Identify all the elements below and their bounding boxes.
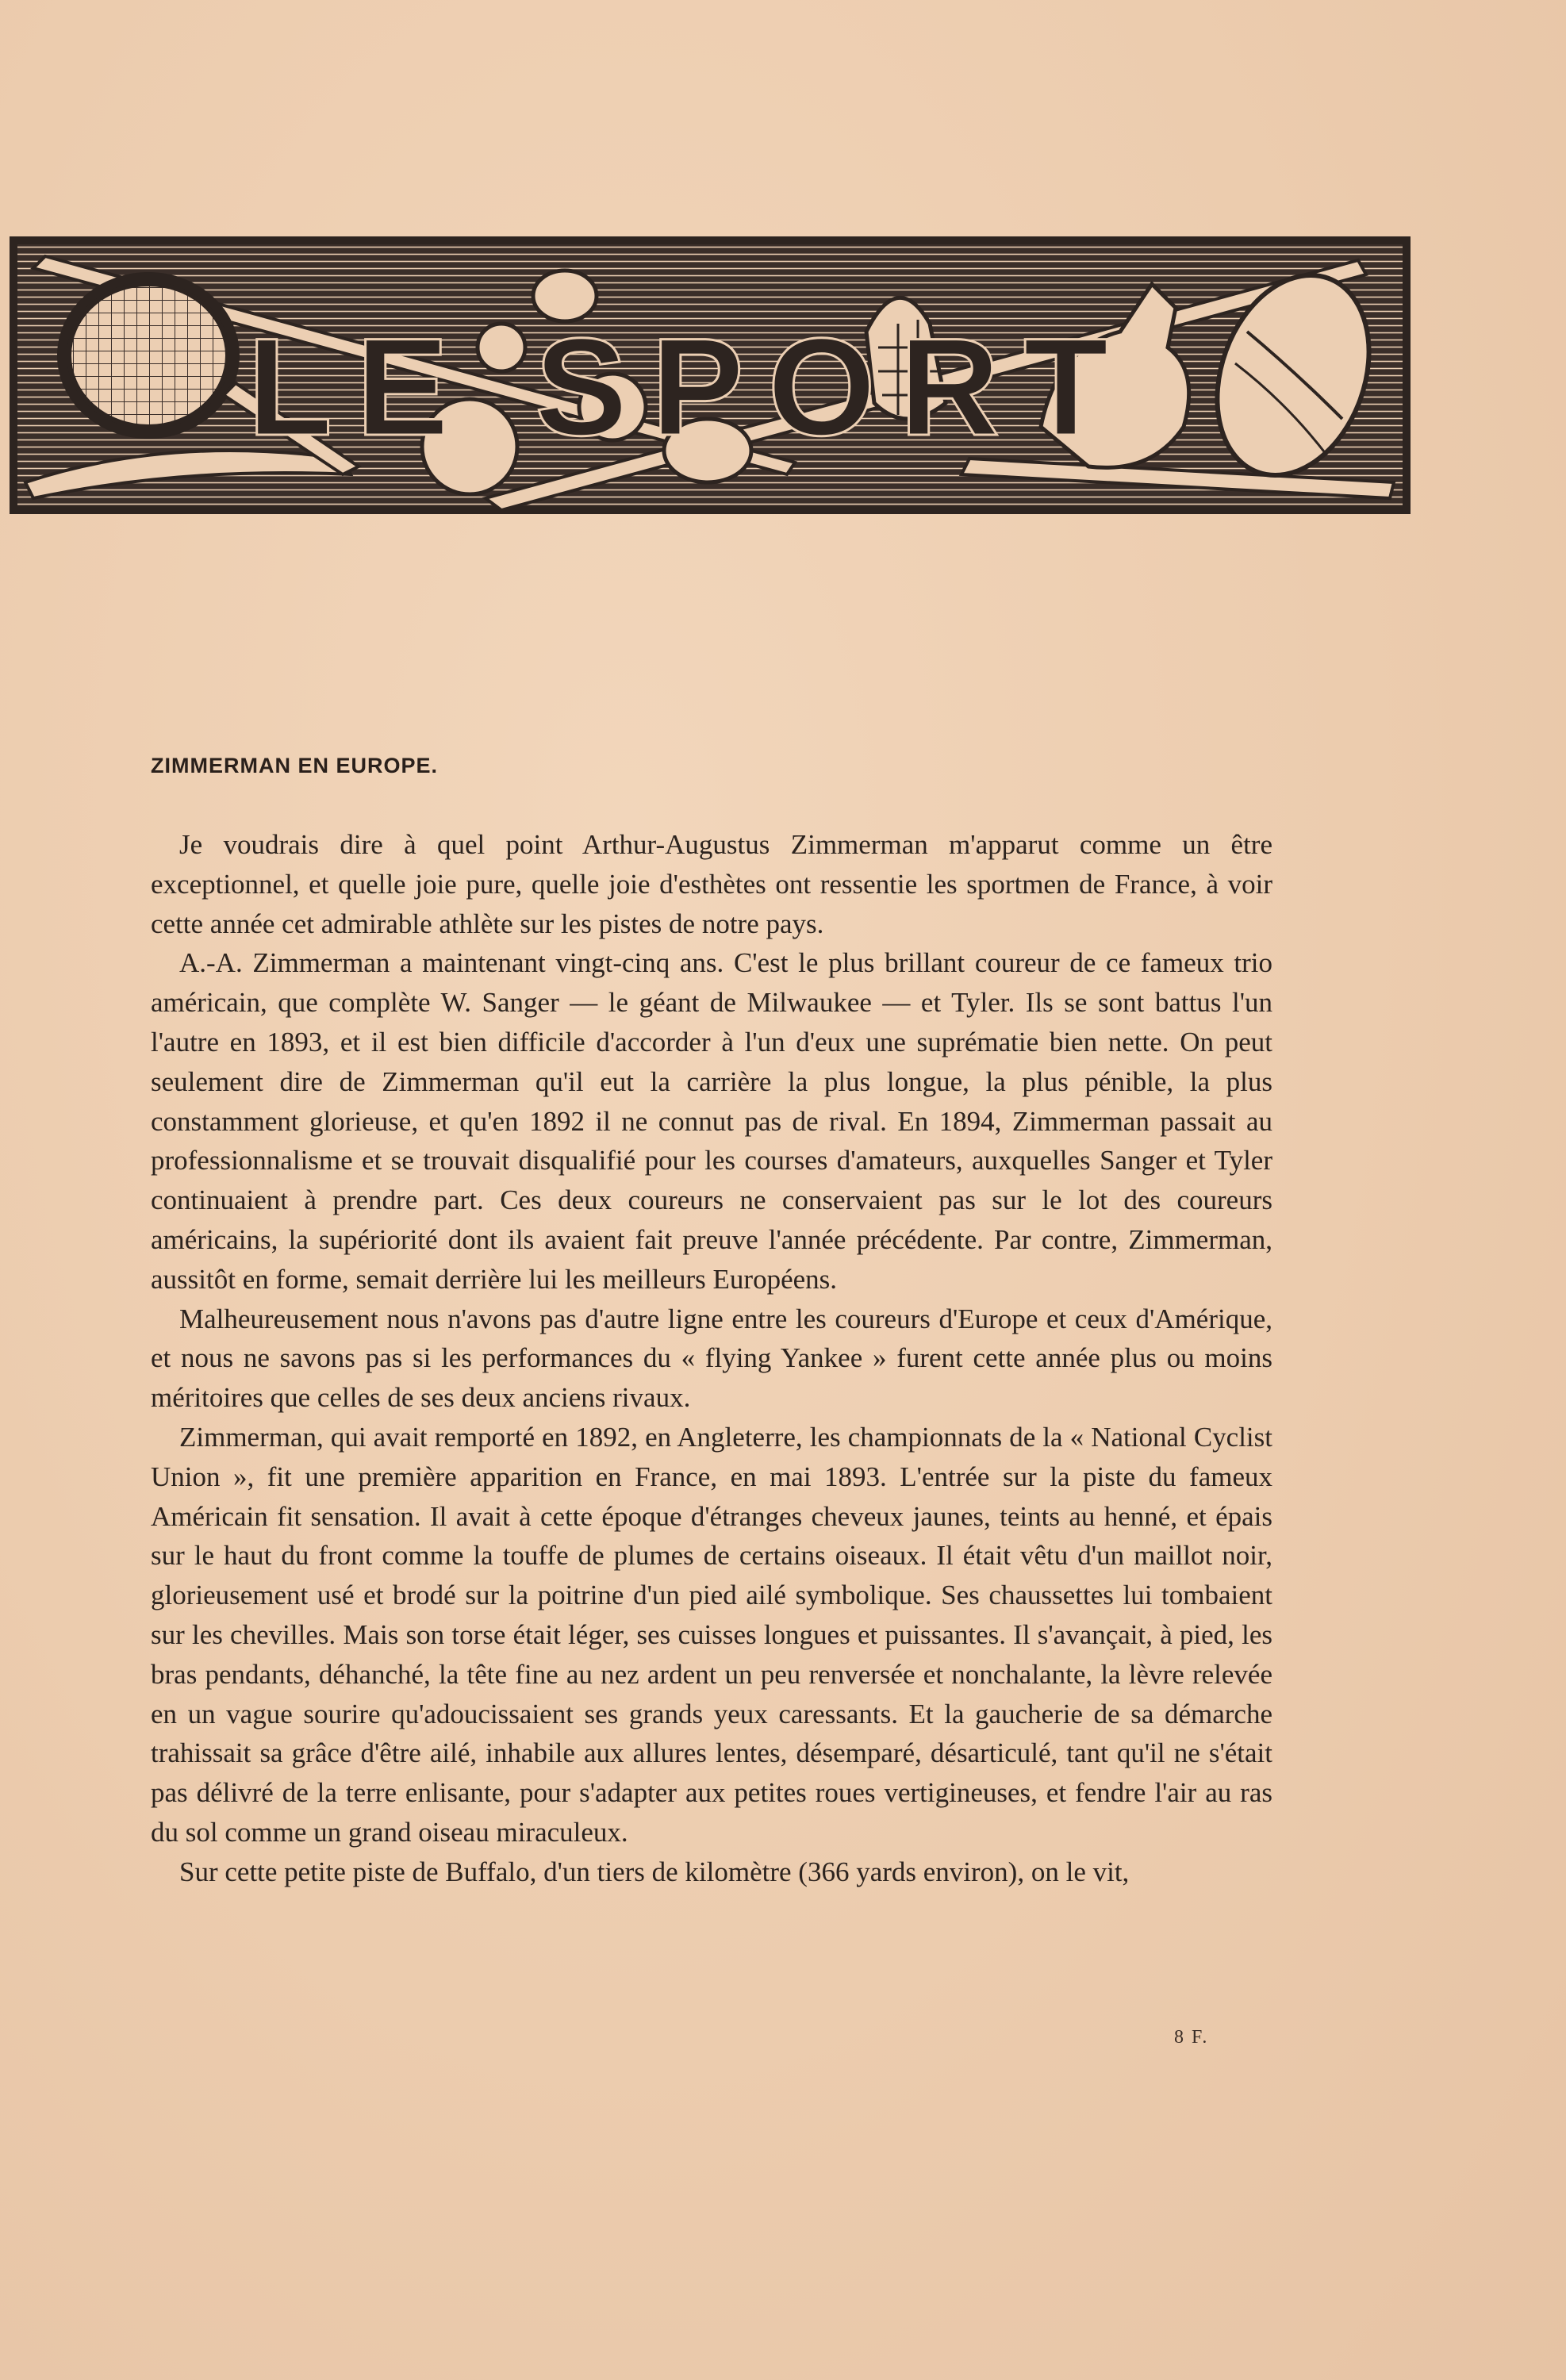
banner-title: LE SPORT	[248, 310, 1133, 465]
paragraph: Sur cette petite piste de Buffalo, d'un tiers de kilomètre (366 yards environ), on le vit,	[179, 1856, 1130, 1887]
header-banner	[10, 236, 1411, 514]
paragraph: A.-A. Zimmerman a maintenant vingt-cinq ans. C'est le plus brillant coureur de ce fameux trio américain, que complète W. Sanger — le géant de Milwaukee — et Tyler. Ils se sont battus l'un l'autre en 1893, et il est bien difficile d'accorder à l'un d'eux une suprématie bien nette. On peut seulement dire de Zimmerman qu'il eut la carrière la plus longue, la plus pénible, la plus constamment glorieuse, et qu'en 1892 il ne connut pas de rival. En 1894, Zimmerman passait au professionnalisme et se trouvait disqualifié pour les courses d'amateurs, auxquelles Sanger et Tyler continuaient à prendre part. Ces deux coureurs ne conservaient pas sur le lot des coureurs américains, la supériorité dont ils avaient fait preuve l'année précédente. Par contre, Zimmerman, aussitôt en forme, semait derrière lui les meilleurs Européens.	[151, 947, 1272, 1295]
paragraph: Zimmerman, qui avait remporté en 1892, en Angleterre, les championnats de la « National Cyclist Union », fit une première apparition en France, en mai 1893. L'entrée sur la piste du fameux Américain fit sensation. Il avait à cette époque d'étranges cheveux jaunes, teints au henné, et épais sur le haut du front comme la touffe de plumes de certains oiseaux. Il était vêtu d'un maillot noir, glorieusement usé et brodé sur la poitrine d'un pied ailé symbolique. Ses chaussettes lui tombaient sur les chevilles. Mais son torse était léger, ses cuisses longues et puissantes. Il s'avançait, à pied, les bras pendants, déhanché, la tête fine au nez ardent un peu renversée et nonchalante, la lèvre relevée en un vague sourire qu'adoucissaient ses grands yeux caressants. Et la gaucherie de sa démarche trahissait sa grâce d'être ailé, inhabile aux allures lentes, désemparé, désarticulé, tant qu'il ne s'était pas délivré de la terre enlisante, pour s'adapter aux petites roues vertigineuses, et fendre l'air au ras du sol comme un grand oiseau miraculeux.	[151, 1421, 1272, 1848]
paragraph: Malheureusement nous n'avons pas d'autre ligne entre les coureurs d'Europe et ceux d'Amérique, et nous ne savons pas si les performances du « flying Yankee » furent cette année plus ou moins méritoires que celles de ses deux anciens rivaux.	[151, 1303, 1272, 1414]
sport-equipment-illustration	[10, 236, 1411, 514]
article-heading: ZIMMERMAN EN EUROPE.	[151, 754, 439, 777]
article-body	[151, 825, 1272, 1892]
paragraph: Je voudrais dire à quel point Arthur-Augustus Zimmerman m'apparut comme un être exceptionnel, et quelle joie pure, quelle joie d'esthètes ont ressentie les sportmen de France, à voir cette année cet admirable athlète sur les pistes de notre pays.	[151, 829, 1272, 939]
signature-mark: 8 F.	[1174, 2027, 1209, 2048]
